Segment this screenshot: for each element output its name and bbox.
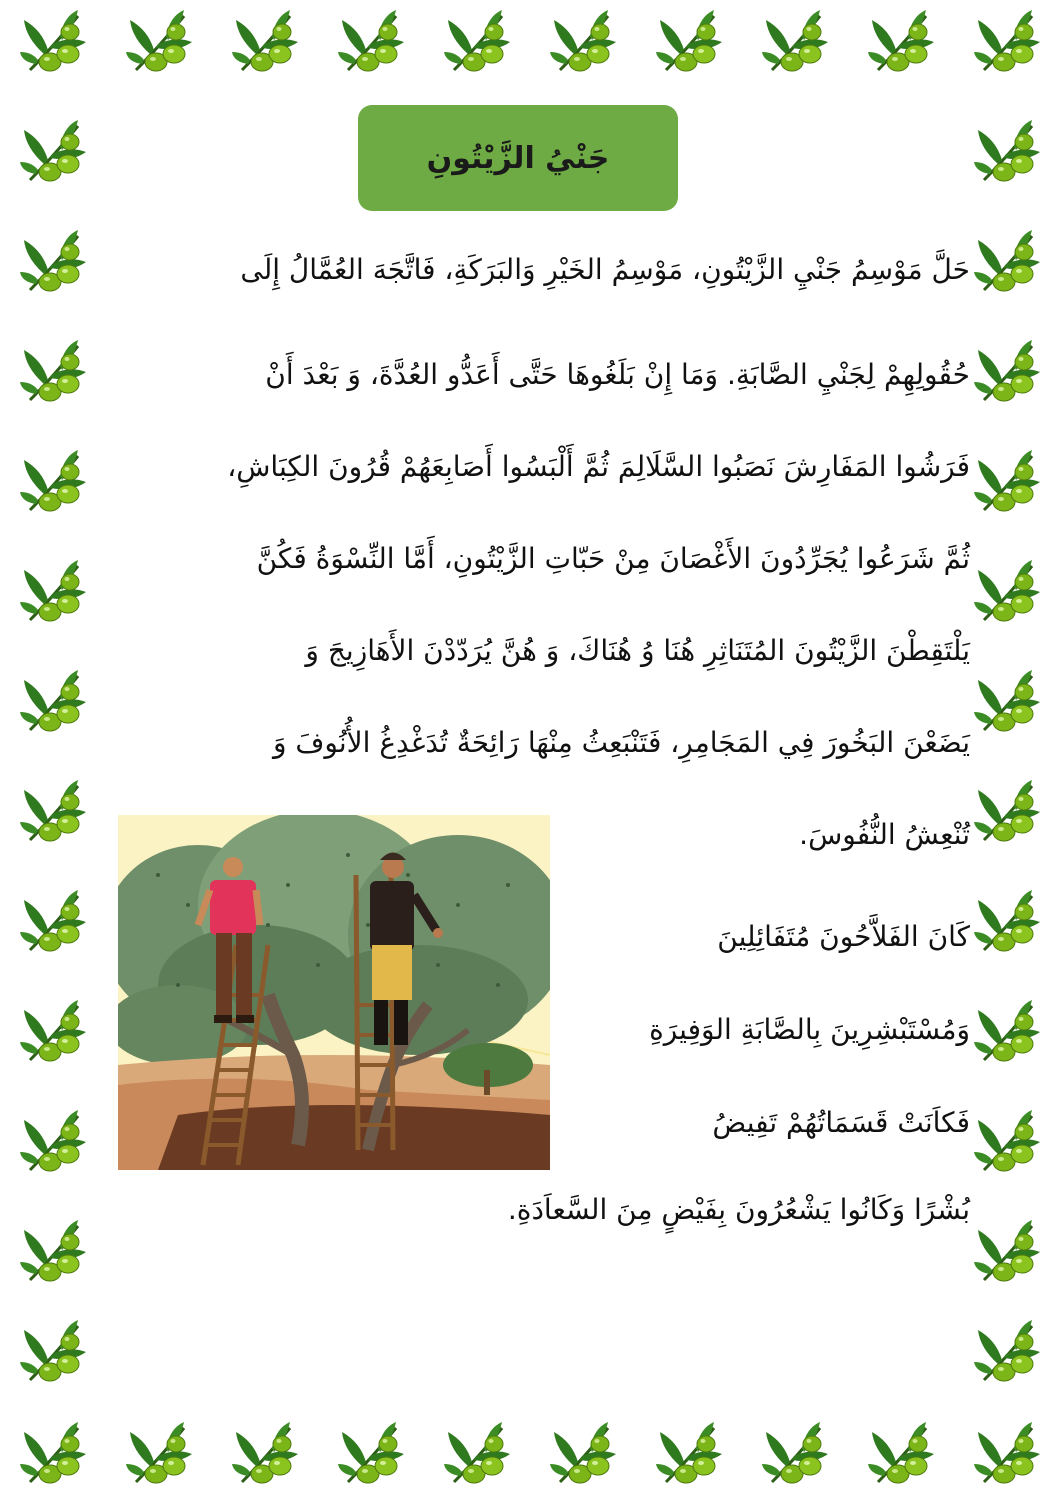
olive-branch-icon (126, 1422, 192, 1483)
paragraph-line: يَضَعْنَ البَخُورَ فِي المَجَامِرِ، فَتَنْبَعِثُ مِنْهَا رَائِحَةٌ تُدَغْدِغُ الأُنُوفَ وَ (272, 726, 970, 759)
olive-branch-icon (974, 670, 1040, 731)
olive-branch-icon (126, 10, 192, 71)
olive-branch-icon (656, 1422, 722, 1483)
olive-branch-icon (974, 340, 1040, 401)
olive-branch-icon (232, 1422, 298, 1483)
olive-branch-icon (868, 10, 934, 71)
olive-branch-icon (20, 560, 86, 621)
paragraph-line: حَلَّ مَوْسِمُ جَنْيِ الزَّيْتُونِ، مَوْسِمُ الخَيْرِ وَالبَرَكَةِ، فَاتَّجَهَ العُمَّالُ إِلَى (240, 253, 970, 286)
olive-branch-icon (338, 1422, 404, 1483)
olive-branch-icon (20, 1320, 86, 1381)
verse-line: وَمُسْتَبْشِرِينَ بِالصَّابَةِ الوَفِيرَةِ (649, 1013, 970, 1046)
olive-branch-icon (974, 560, 1040, 621)
verse-line: بُشْرًا وَكَانُوا يَشْعُرُونَ بِفَيْضٍ مِنَ السَّعاَدَةِ. (507, 1193, 970, 1226)
olive-branch-icon (232, 10, 298, 71)
olive-branch-icon (20, 450, 86, 511)
olive-harvest-illustration (118, 815, 550, 1170)
olive-branch-icon (338, 10, 404, 71)
olive-branch-icon (762, 1422, 828, 1483)
olive-branch-icon (974, 890, 1040, 951)
paragraph-line: تُنْعِشُ النُّفُوسَ. (799, 818, 970, 851)
paragraph-line: حُقُولِهِمْ لِجَنْيِ الصَّابَةِ. وَمَا إِنْ بَلَغُوهَا حَتَّى أَعَدُّو العُدَّةَ، وَ بَعْدَ أَنْ (265, 358, 970, 391)
olive-branch-icon (974, 120, 1040, 181)
olive-branch-icon (762, 10, 828, 71)
olive-branch-icon (974, 1320, 1040, 1381)
olive-branch-icon (20, 10, 86, 71)
olive-branch-icon (20, 340, 86, 401)
olive-branch-icon (20, 890, 86, 951)
olive-branch-icon (974, 780, 1040, 841)
olive-branch-icon (974, 450, 1040, 511)
page-title: جَنْيُ الزَّيْتُونِ (426, 140, 610, 176)
olive-branch-icon (20, 230, 86, 291)
olive-branch-icon (550, 1422, 616, 1483)
olive-branch-icon (20, 1220, 86, 1281)
olive-branch-icon (656, 10, 722, 71)
paragraph-line: يَلْتَقِطْنَ الزَّيْتُونَ المُتَنَاثِرِ هُنَا وُ هُنَاكَ، وَ هُنَّ يُرَدّدْنَ الأَهَازِيجَ وَ (305, 634, 970, 667)
olive-branch-icon (974, 1000, 1040, 1061)
title-banner (358, 105, 678, 211)
olive-branch-icon (20, 670, 86, 731)
verse-line: كَانَ الفَلاَّحُونَ مُتَفَائِلِينَ (717, 920, 970, 953)
olive-branch-icon (20, 780, 86, 841)
olive-branch-icon (444, 10, 510, 71)
paragraph-line: فَرَشُوا المَفَارِشَ نَصَبُوا السَّلَالِمَ ثُمَّ أَلْبَسُوا أَصَابِعَهُمْ قُرُونَ الكِبَاشِ، (227, 450, 970, 483)
olive-branch-icon (20, 120, 86, 181)
olive-branch-icon (550, 10, 616, 71)
olive-branch-icon (20, 1000, 86, 1061)
olive-branch-icon (444, 1422, 510, 1483)
olive-branch-icon (974, 230, 1040, 291)
olive-branch-icon (974, 10, 1040, 71)
olive-branch-icon (20, 1422, 86, 1483)
verse-line: فَكاَنَتْ قَسَمَاتُهُمْ تَفِيضُ (712, 1106, 970, 1139)
olive-branch-icon (974, 1110, 1040, 1171)
olive-branch-icon (20, 1110, 86, 1171)
olive-branch-icon (974, 1422, 1040, 1483)
olive-branch-icon (868, 1422, 934, 1483)
paragraph-line: ثُمَّ شَرَعُوا يُجَرِّدُونَ الأَغْصَانَ مِنْ حَبّاتِ الزَّيْتُونِ، أَمَّا النِّسْوَةُ فَكُنَّ (256, 542, 970, 575)
olive-branch-icon (974, 1220, 1040, 1281)
